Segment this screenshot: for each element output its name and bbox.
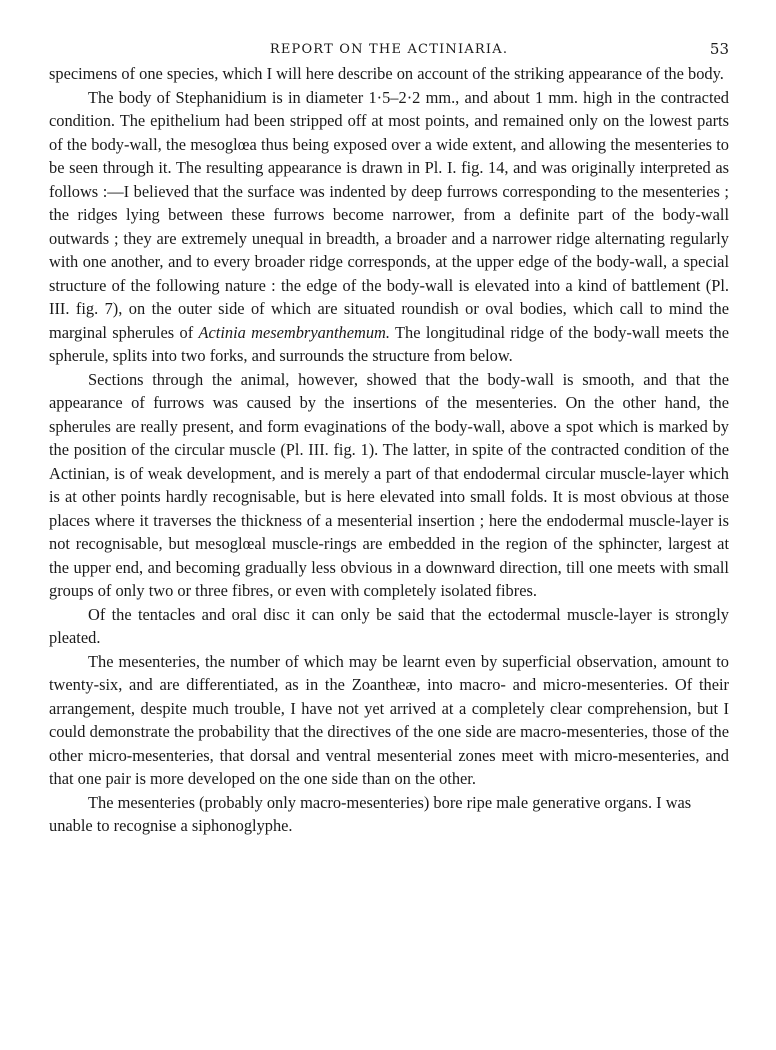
paragraph-sections — [49, 368, 729, 603]
page-number: 53 — [709, 40, 729, 58]
paragraph-2-text: The body of Stephanidium is in diameter 1·5–2·2 mm., and about 1 mm. high in the contracted condition. The epithelium had been stripped off at most points, and remained only on the lowest parts of the body-wall, the mesoglœa thus being exposed over a wide extent, and allowing the mesenteries to be seen through it. The resulting appearance is drawn in Pl. I. fig. 14, and was originally interpreted as follows :—I believed that the surface was indented by deep furrows corresponding to the mesenteries ; the ridges lying between these furrows become narrower, from a definite part of the body-wall outwards ; they are extremely unequal in breadth, a broader and a narrower ridge alternating regularly with one another, and to every broader ridge corresponds, at the upper edge of the body-wall, a special structure of the following nature : the edge of the body-wall is elevated into a kind of battlement (Pl. III. fig. 7), on the outer side of which are situated roundish or oval bodies, which call to mind the marginal spherules of — [49, 87, 729, 342]
body-text — [49, 62, 729, 838]
paragraph-5-text: The mesenteries, the number of which may be learnt even by superficial observation, amount to twenty-six, and are differentiated, as in the Zoantheæ, into macro- and micro-mesenteries. Of their arrangement, despite much trouble, I have not yet arrived at a completely clear comprehension, but I could demonstrate the probability that the directives of the one side are macro-mesenteries, those of the other micro-mesenteries, that dorsal and ventral mesenterial zones meet with micro-mesenteries, and that one pair is more developed on the one side than on the other. — [49, 651, 729, 788]
paragraph-mesenteries — [49, 650, 729, 791]
paragraph-tentacles — [49, 603, 729, 650]
paragraph-continuation — [49, 62, 729, 86]
running-header — [49, 36, 729, 62]
species-name-italic: Actinia mesembryanthemum. — [198, 322, 390, 342]
running-title: REPORT ON THE ACTINIARIA. — [269, 42, 509, 57]
paragraph-1-text: specimens of one species, which I will here describe on account of the striking appearance of the body. — [49, 64, 724, 83]
paragraph-4-text: Of the tentacles and oral disc it can only be said that the ectodermal muscle-layer is strongly pleated. — [49, 604, 729, 647]
page — [49, 36, 729, 838]
paragraph-generative-organs — [49, 791, 729, 838]
paragraph-3-text: Sections through the animal, however, showed that the body-wall is smooth, and that the appearance of furrows was caused by the insertions of the mesenteries. On the other hand, the spherules are really present, and form evaginations of the body-wall, above a spot which is marked by the position of the circular muscle (Pl. III. fig. 1). The latter, in spite of the contracted condition of the Actinian, is of weak development, and is merely a part of that endodermal circular muscle-layer which is at other points hardly recognisable, but is here elevated into small folds. It is most obvious at those places where it traverses the thickness of a mesenterial insertion ; here the endodermal muscle-layer is not recognisable, but mesoglœal muscle-rings are embedded in the region of the sphincter, largest at the upper end, and becoming gradually less obvious in a downward direction, till one meets with small groups of only two or three fibres, or even with completely isolated fibres. — [49, 369, 729, 600]
paragraph-stephanidium-body — [49, 86, 729, 368]
paragraph-2-text-after: The longitudinal ridge of the body-wall meets the spherule, splits into two forks, and surrounds the structure from below. — [49, 322, 729, 365]
paragraph-6-text: The mesenteries (probably only macro-mesenteries) bore ripe male generative organs. I was unable to recognise a siphonoglyphe. — [49, 792, 692, 835]
